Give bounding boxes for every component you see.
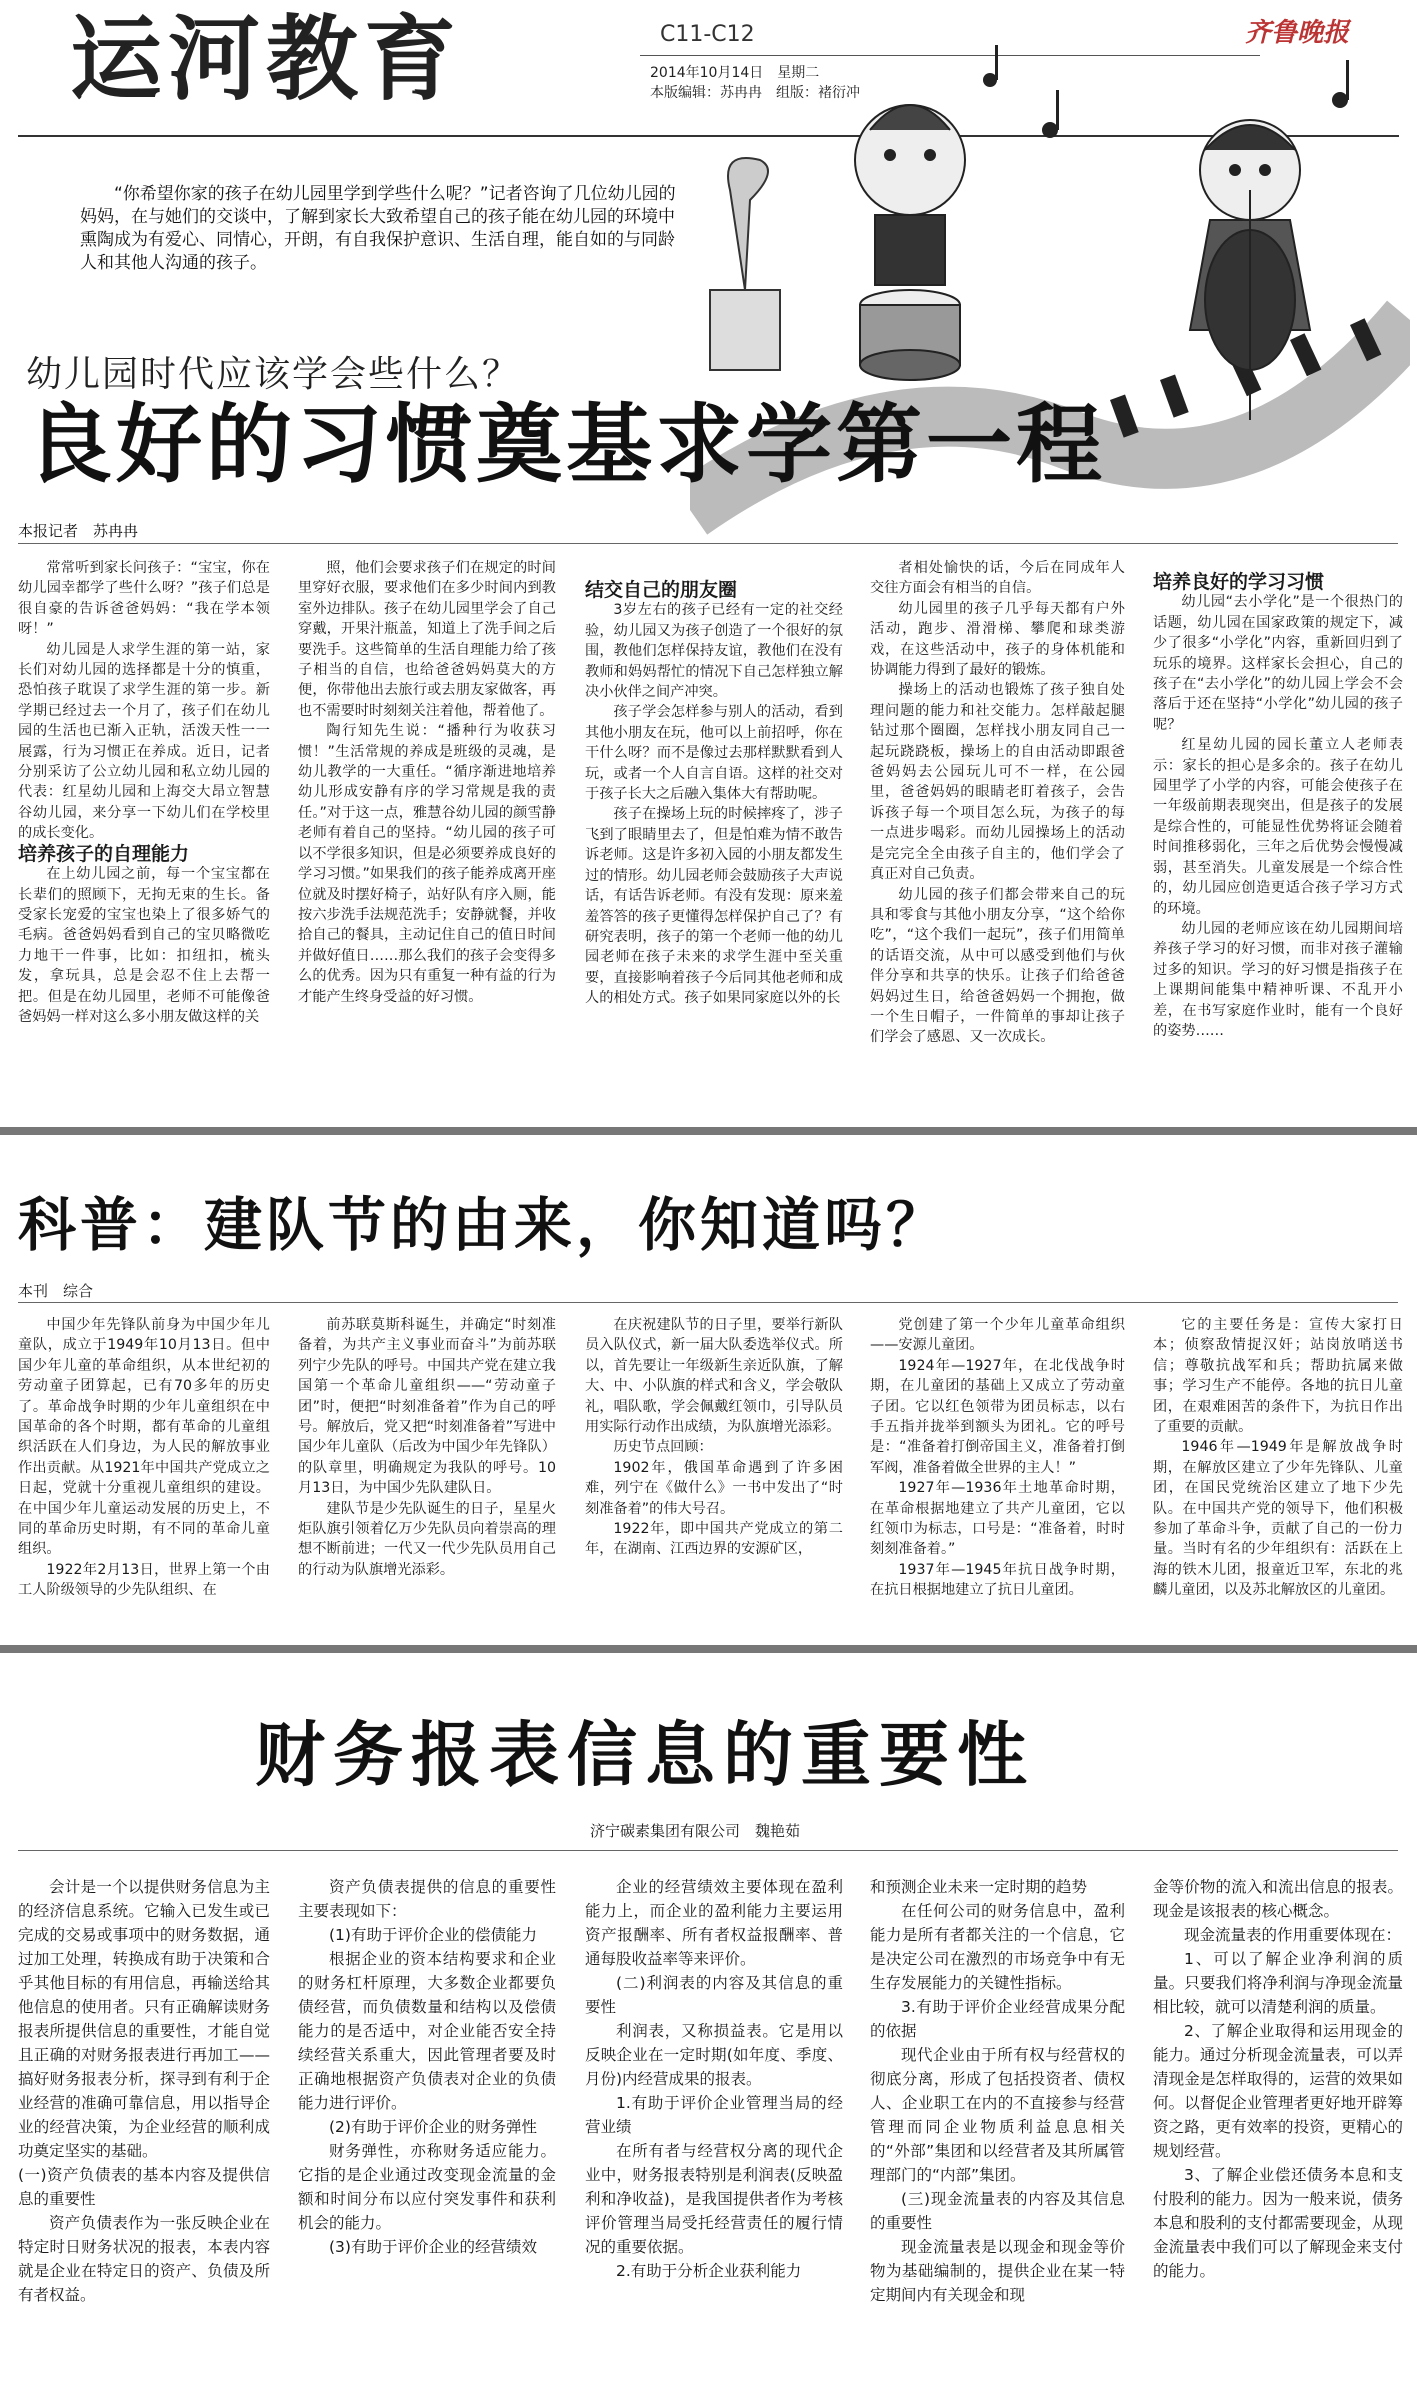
- paragraph: 1927年—1936年土地革命时期，在革命根据地建立了共产儿童团，它以红领巾为标志，口号是：“准备着，时时刻刻准备着。”: [870, 1480, 1125, 1558]
- paragraph: 者相处愉快的话，今后在同成年人交往方面会有相当的自信。: [870, 560, 1125, 597]
- paragraph: 财务弹性，亦称财务适应能力。它指的是企业通过改变现金流量的金额和时间分布以应付突发事件和获利机会的能力。: [298, 2142, 556, 2232]
- article3-rule: [18, 1850, 1398, 1851]
- paragraph: 根据企业的资本结构要求和企业的财务杠杆原理，大多数企业都要负债经营，而负债数量和结构以及偿债能力的是否适中，对企业能否安全持续经营关系重大，因此管理者要及时正确地根据资产负债表对企业的负债能力进行评价。: [298, 1950, 556, 2112]
- article1-rule: [18, 543, 1398, 544]
- paragraph: 利润表，又称损益表。它是用以反映企业在一定时期(如年度、季度、月份)内经营成果的报表。: [585, 2022, 843, 2088]
- paragraph: 3岁左右的孩子已经有一定的社交经验，幼儿园又为孩子创造了一个很好的氛围，教他们怎样保持友谊，教他们在没有教师和妈妈帮忙的情况下自己怎样独立解决小伙伴之间产冲突。: [585, 602, 843, 701]
- article3-column-5: [1153, 1875, 1403, 2375]
- section-divider-2: [0, 1645, 1417, 1653]
- section-heading: (二)利润表的内容及其信息的重要性: [585, 1974, 843, 2016]
- paragraph: 幼儿园的老师应该在幼儿园期间培养孩子学习的好习惯，而非对孩子灌输过多的知识。学习的好习惯是指孩子在上课期间能集中精神听课、不乱开小差，在书写家庭作业时，能有一个良好的姿势……: [1153, 920, 1403, 1039]
- paragraph: 现金流量表的作用重要体现在：: [1184, 1926, 1402, 1944]
- paragraph: 1946年—1949年是解放战争时期，在解放区建立了少年先锋队、儿童团，在国民党统治区建立了地下少先队。在中国共产党的领导下，他们积极参加了革命斗争，贡献了自己的一份力量。当时有名的少年组织有：活跃在上海的铁木儿团，报童近卫军，东北的兆麟儿童团，以及苏北解放区的儿童团。: [1153, 1439, 1403, 1599]
- paragraph: 现代企业由于所有权与经营权的彻底分离，形成了包括投资者、债权人、企业职工在内的不直接参与经营管理而同企业物质利益息息相关的“外部”集团和以经营者及其所属管理部门的“内部”集团。: [870, 2046, 1125, 2184]
- paragraph: 在任何公司的财务信息中，盈利能力是所有者都关注的一个信息，它是决定公司在激烈的市场竞争中有无生存发展能力的关键性指标。: [870, 1902, 1125, 1992]
- article2-column-3: [585, 1315, 843, 1640]
- paragraph: 会计是一个以提供财务信息为主的经济信息系统。它输入已发生或已完成的交易或事项中的财务数据，通过加工处理，转换成有助于决策和合乎其他目标的有用信息，再输送给其他信息的使用者。只有正确解读财务报表所提供信息的重要性，才能自觉且正确的对财务报表进行再加工——搞好财务报表分析，探寻到有利于企业经营的准确可靠信息，用以指导企业的经营决策，为企业经营的顺利成功奠定坚实的基础。: [18, 1878, 270, 2160]
- article2-rule: [18, 1302, 1398, 1303]
- paragraph: 红星幼儿园的园长董立人老师表示：家长的担心是多余的。孩子在幼儿园里学了小学的内容，可能会使孩子在一年级前期表现突出，但是孩子的发展是综合性的，可能显性优势将证会随着时间推移弱化，三年之后优势会慢慢减弱，甚至消失。儿童发展是一个综合性的，幼儿园应创造更适合孩子学习方式的环境。: [1153, 737, 1403, 917]
- article3-column-1: [18, 1875, 270, 2375]
- paragraph: 1902年，俄国革命遇到了许多困难，列宁在《做什么》一书中发出了“时刻准备着”的伟大号召。: [585, 1459, 843, 1517]
- section-heading: (三)现金流量表的内容及其信息的重要性: [870, 2190, 1125, 2232]
- paragraph: 幼儿园里的孩子几乎每天都有户外活动，跑步、滑滑梯、攀爬和球类游戏，在这些活动中，孩子的身体机能和协调能力得到了最好的锻炼。: [870, 600, 1125, 679]
- paragraph: 1924年—1927年，在北伐战争时期，在儿童团的基础上又成立了劳动童子团。它以红色领带为团员标志，以右手五指并拢举到额头为团礼。它的呼号是：“准备着打倒帝国主义，准备着打倒军阀，准备着做全世界的主人！”: [870, 1357, 1125, 1476]
- paragraph: 1922年，即中国共产党成立的第二年，在湖南、江西边界的安源矿区，: [585, 1521, 843, 1558]
- paragraph: 中国少年先锋队前身为中国少年儿童队，成立于1949年10月13日。但中国少年儿童的革命组织，从本世纪初的劳动童子团算起，已有70多年的历史了。革命战争时期的少年儿童组织在中国革命的各个时期，都有革命的儿童组织活跃在人们身边，为人民的解放事业作出贡献。从1921年中国共产党成立之日起，党就十分重视儿童组织的建设。在中国少年儿童运动发展的历史上，不同的革命历史时期，有不同的革命儿童组织。: [18, 1317, 270, 1558]
- article3-column-4: [870, 1875, 1125, 2375]
- paragraph: 常常听到家长问孩子：“宝宝，你在幼儿园幸都学了些什么呀？”孩子们总是很自豪的告诉爸爸妈妈：“我在学本领呀！”: [18, 560, 270, 638]
- article3-column-2: [298, 1875, 556, 2375]
- article1-column-4: [870, 558, 1125, 1123]
- subheading: 培养孩子的自理能力: [18, 842, 190, 865]
- paragraph: 企业的经营绩效主要体现在盈利能力上，而企业的盈利能力主要运用资产报酬率、所有者权益报酬率、普通每股收益率等来评价。: [585, 1878, 843, 1968]
- subheading: 培养良好的学习习惯: [1153, 571, 1325, 593]
- subheading: 结交自己的朋友圈: [585, 579, 738, 601]
- article3-byline: 济宁碳素集团有限公司 魏艳茹: [590, 1822, 801, 1840]
- paragraph: 1937年—1945年抗日战争时期，在抗日根据地建立了抗日儿童团。: [870, 1561, 1125, 1599]
- paragraph: 在上幼儿园之前，每一个宝宝都在长辈们的照顾下，无拘无束的生长。备受家长宠爱的宝宝也染上了很多娇气的毛病。爸爸妈妈看到自己的宝贝略微吃力地干一件事，比如：扣纽扣，梳头发，拿玩具，总是会忍不住上去帮一把。但是在幼儿园里，老师不可能像爸爸妈妈一样对这么多小朋友做这样的关: [18, 866, 270, 1025]
- masthead: 运河教育: [70, 6, 463, 113]
- article2-headline: 科普：建队节的由来，你知道吗？: [18, 1191, 949, 1259]
- article3-headline: 财务报表信息的重要性: [255, 1714, 1035, 1796]
- paragraph: 3、了解企业偿还债务本息和支付股利的能力。因为一般来说，债务本息和股利的支付都需要现金，从现金流量表中我们可以了解现金来支付的能力。: [1153, 2166, 1403, 2280]
- section-heading: (一)资产负债表的基本内容及提供信息的重要性: [18, 2166, 270, 2208]
- paragraph: 和预测企业未来一定时期的趋势: [870, 1878, 1088, 1896]
- article2-byline: 本刊 综合: [18, 1282, 94, 1300]
- paragraph: 2.有助于分析企业获利能力: [616, 2262, 802, 2280]
- paragraph: 1、可以了解企业净利润的质量。只要我们将净利润与净现金流量相比较，就可以清楚利润的质量。: [1153, 1950, 1403, 2016]
- paragraph: 幼儿园是人求学生涯的第一站，家长们对幼儿园的选择都是十分的慎重，恐怕孩子耽误了求学生涯的第一步。新学期已经过去一个月了，孩子们在幼儿园的生活也已渐入正轨，活泼天性一一展露，行为习惯正在养成。近日，记者分别采访了公立幼儿园和私立幼儿园的代表：红星幼儿园和上海交大昂立智慧谷幼儿园，来分享一下幼儿们在学校里的成长变化。: [18, 641, 270, 842]
- article2-column-5: [1153, 1315, 1403, 1640]
- paragraph: (2)有助于评价企业的财务弹性: [329, 2118, 537, 2136]
- paragraph: 党创建了第一个少年儿童革命组织——安源儿童团。: [870, 1317, 1125, 1354]
- paragraph: 资产负债表提供的信息的重要性主要表现如下：: [298, 1878, 556, 1920]
- article1-lede: “你希望你家的孩子在幼儿园里学到学些什么呢？”记者咨询了几位幼儿园的妈妈，在与她们的交谈中，了解到家长大致希望自己的孩子能在幼儿园的环境中熏陶成为有爱心、同情心，开朗，有自我保护意识、生活自理，能自如的与同龄人和其他人沟通的孩子。: [80, 184, 676, 273]
- paragraph: 资产负债表作为一张反映企业在特定时日财务状况的报表，本表内容就是企业在特定日的资产、负债及所有者权益。: [18, 2214, 270, 2304]
- paragraph: 前苏联莫斯科诞生，并确定“时刻准备着，为共产主义事业而奋斗”为前苏联列宁少先队的呼号。中国共产党在建立我国第一个革命儿童组织——“劳动童子团”时，便把“时刻准备着”作为自己的呼号。解放后，党又把“时刻准备着”写进中国少年儿童队（后改为中国少年先锋队）的队章里，明确规定为我队的呼号。10月13日，为中国少先队建队日。: [298, 1317, 556, 1497]
- paragraph: 建队节是少先队诞生的日子，星星火炬队旗引领着亿万少先队员向着崇高的理想不断前进；一代又一代少先队员用自己的行动为队旗增光添彩。: [298, 1500, 556, 1578]
- article1-column-3: [585, 558, 843, 1123]
- article3-column-3: [585, 1875, 843, 2375]
- article1-column-2: [298, 558, 556, 1123]
- article1-column-1: [18, 558, 270, 1123]
- paragraph: 金等价物的流入和流出信息的报表。现金是该报表的核心概念。: [1153, 1878, 1403, 1920]
- article2-column-2: [298, 1315, 556, 1640]
- newspaper-brand: 齐鲁晚报: [1245, 18, 1350, 48]
- paragraph: 幼儿园“去小学化”是一个很热门的话题，幼儿园在国家政策的规定下，减少了很多“小学化”内容，重新回归到了玩乐的境界。这样家长会担心，自己的孩子在“去小学化”的幼儿园上学会不会落后于还在坚持“小学化”幼儿园的孩子呢？: [1153, 594, 1403, 733]
- paragraph: 操场上的活动也锻炼了孩子独自处理问题的能力和社交能力。怎样敲起腿钻过那个圈圈，怎样找小朋友同自己一起玩跷跷板，操场上的自由活动即跟爸爸妈妈去公园玩儿可不一样，在公园里，爸爸妈妈的眼睛老盯着孩子，会告诉孩子每一个项目怎么玩，为孩子的每一点进步喝彩。而幼儿园操场上的活动是完完全全由孩子自主的，他们学会了真正对自己负责。: [870, 682, 1125, 883]
- paragraph: 孩子在操场上玩的时候摔疼了，涉子飞到了眼睛里去了，但是怕难为情不敢告诉老师。这是许多初入园的小朋友都发生过的情形。幼儿园老师会鼓励孩子大声说话，有话告诉老师。有没有发现：原来羞羞答答的孩子更懂得怎样保护自己了？有研究表明，孩子的第一个老师一他的幼儿园老师在孩子未来的求学生涯中至关重要，直接影响着孩子今后同其他老师和成人的相处方式。孩子如果同家庭以外的长: [585, 806, 843, 1007]
- page-number: C11-C12: [660, 22, 755, 47]
- paragraph: 1.有助于评价企业管理当局的经营业绩: [585, 2094, 843, 2136]
- issue-date: 2014年10月14日 星期二: [650, 65, 820, 81]
- paragraph: 在庆祝建队节的日子里，要举行新队员入队仪式，新一届大队委选举仪式。所以，首先要让一年级新生亲近队旗，了解大、中、小队旗的样式和含义，学会敬队礼，唱队歌，学会佩戴红领巾，引导队员用实际行动作出成绩，为队旗增光添彩。: [585, 1317, 843, 1436]
- paragraph: 1922年2月13日，世界上第一个由工人阶级领导的少先队组织、在: [18, 1561, 270, 1599]
- paragraph: 照，他们会要求孩子们在规定的时间里穿好衣服，要求他们在多少时间内到教室外边排队。孩子在幼儿园里学会了自己穿戴，开果汁瓶盖，知道上了洗手间之后要洗手。这些简单的生活自理能力给了孩子相当的自信，也给爸爸妈妈莫大的方便，你带他出去旅行或去朋友家做客，再也不需要时时刻刻关注着他，帮着他了。: [298, 560, 556, 719]
- article2-column-4: [870, 1315, 1125, 1640]
- paragraph: 幼儿园的孩子们都会带来自己的玩具和零食与其他小朋友分享，“这个给你吃”，“这个我们一起玩”，孩子们用简单的话语交流，从中可以感受到他们与伙伴分享和共享的快乐。让孩子们给爸爸妈妈过生日，给爸爸妈妈一个拥抱，做一个生日帽子，一件简单的事却让孩子们学会了感恩、又一次成长。: [870, 886, 1125, 1046]
- article1-column-5: [1153, 558, 1403, 1123]
- article1-byline: 本报记者 苏冉冉: [18, 522, 139, 540]
- paragraph: 2、了解企业取得和运用现金的能力。通过分析现金流量表，可以弄清现金是怎样取得的，运营的效果如何。以督促企业管理者更好地开辟筹资之路，更有效率的投资，更精心的规划经营。: [1153, 2022, 1403, 2160]
- editor-credits: 本版编辑：苏冉冉 组版：褚衍冲: [650, 85, 860, 101]
- paragraph: 它的主要任务是：宣传大家打日本；侦察敌情捉汉奸；站岗放哨送书信；尊敬抗战军和兵；帮助抗属来做事；学习生产不能停。各地的抗日儿童团，在艰难困苦的条件下，为抗日作出了重要的贡献。: [1153, 1317, 1403, 1436]
- paragraph: 3.有助于评价企业经营成果分配的依据: [870, 1998, 1125, 2040]
- paragraph: 孩子学会怎样参与别人的活动，看到其他小朋友在玩，他可以上前招呼，你在干什么呀？而不是像过去那样默默看到人玩，或者一个人自言自语。这样的社交对于孩子长大之后融入集体大有帮助呢。: [585, 704, 843, 803]
- paragraph: (3)有助于评价企业的经营绩效: [329, 2238, 537, 2256]
- paragraph: (1)有助于评价企业的偿债能力: [329, 1926, 537, 1944]
- paragraph: 现金流量表是以现金和现金等价物为基础编制的，提供企业在某一特定期间内有关现金和现: [870, 2238, 1125, 2304]
- section-label: 历史节点回顾：: [613, 1439, 713, 1456]
- article1-headline: 良好的习惯奠基求学第一程: [26, 395, 1106, 495]
- section-divider-1: [0, 1127, 1417, 1135]
- article1-kicker: 幼儿园时代应该学会些什么？: [26, 354, 521, 395]
- article2-column-1: [18, 1315, 270, 1640]
- paragraph: 陶行知先生说：“播种行为收获习惯！”生活常规的养成是班级的灵魂，是幼儿教学的一大重任。“循序渐进地培养幼儿形成安静有序的学习常规是我的责任。”对于这一点，雅慧谷幼儿园的颜雪静老师有着自己的坚持。“幼儿园的孩子可以不学很多知识，但是必须要养成良好的学习习惯。”如果我们的孩子能养成离开座位就及时摆好椅子，站好队有序入厕，能按六步洗手法规范洗手；安静就餐，并收拾自己的餐具，主动记住自己的值日时间并做好值日……那么我们的孩子会变得多么的优秀。因为只有重复一种有益的行为才能产生终身受益的好习惯。: [298, 723, 556, 1005]
- paragraph: 在所有者与经营权分离的现代企业中，财务报表特别是利润表(反映盈利和净收益)，是我国提供者作为考核评价管理当局受托经营责任的履行情况的重要依据。: [585, 2142, 843, 2256]
